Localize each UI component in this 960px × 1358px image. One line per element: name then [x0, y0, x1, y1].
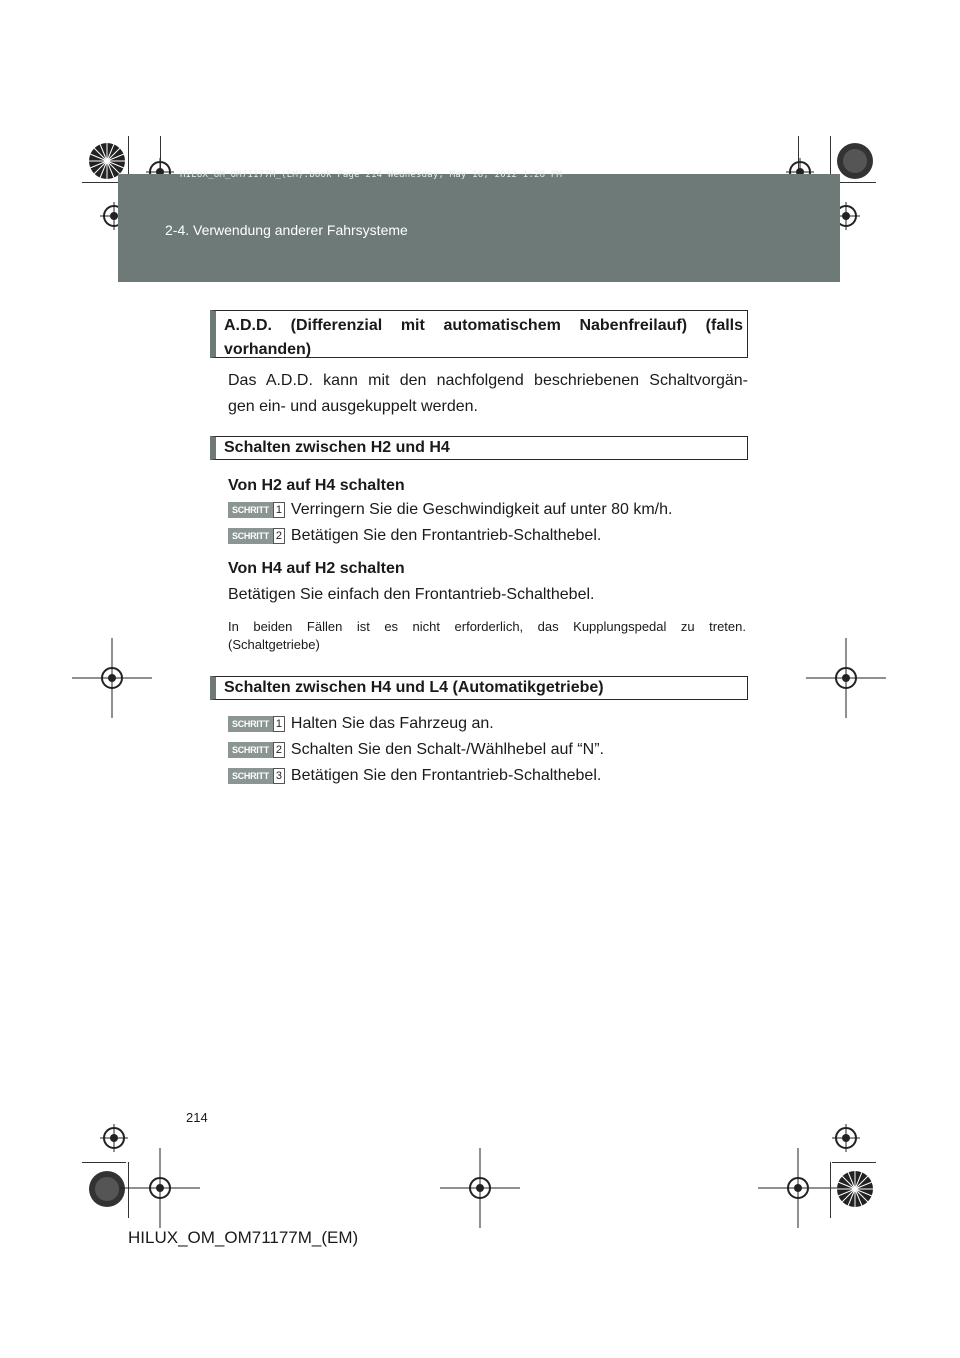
crosshair-mark-icon: [72, 638, 152, 718]
step-row: [228, 714, 494, 734]
step-badge: SCHRITT 2: [228, 742, 285, 758]
registration-starburst-icon: [836, 1170, 874, 1208]
add-body-line: gen ein- und ausgekuppelt werden.: [228, 398, 478, 415]
h2h4-text2: Betätigen Sie einfach den Frontantrieb-Schalthebel.: [228, 586, 595, 603]
step-row: [228, 500, 672, 520]
crosshair-mark-icon: [758, 1148, 838, 1228]
crosshair-mark-icon: [806, 638, 886, 718]
registration-starburst-icon: [836, 142, 874, 180]
add-body-line: Das A.D.D. kann mit den nachfolgend beschriebenen Schaltvorgän-: [228, 372, 748, 389]
step-text: Betätigen Sie den Frontantrieb-Schalthebel.: [290, 527, 602, 544]
h2h4-sub1: Von H2 auf H4 schalten: [228, 477, 405, 494]
section-label: 2-4. Verwendung anderer Fahrsysteme: [165, 222, 408, 238]
add-heading: A.D.D. (Differenzial mit automatischem Nabenfreilauf) (falls vorhanden): [210, 310, 748, 358]
footer-doc-id: HILUX_OM_OM71177M_(EM): [128, 1228, 359, 1247]
note-line: In beiden Fällen ist es nicht erforderlich, das Kupplungspedal zu treten.: [228, 619, 746, 634]
step-text: Betätigen Sie den Frontantrieb-Schalthebel.: [290, 767, 602, 784]
step-text: Verringern Sie die Geschwindigkeit auf unter 80 km/h.: [290, 501, 673, 518]
add-body: [228, 368, 748, 420]
step-badge: SCHRITT 2: [228, 528, 285, 544]
step-text: Schalten Sie den Schalt-/Wählhebel auf “N”.: [290, 741, 604, 758]
crosshair-mark-icon: [440, 1148, 520, 1228]
h2h4-heading: Schalten zwischen H2 und H4: [210, 436, 748, 460]
note-line: (Schaltgetriebe): [228, 637, 320, 652]
step-badge: SCHRITT 1: [228, 502, 285, 518]
page-number: 214: [186, 1110, 208, 1125]
h2h4-sub2: Von H4 auf H2 schalten: [228, 560, 405, 577]
h2h4-note: [228, 618, 746, 654]
step-row: [228, 740, 604, 760]
h4l4-heading: Schalten zwischen H4 und L4 (Automatikgetriebe): [210, 676, 748, 700]
crop-line: [832, 1162, 876, 1163]
step-badge: SCHRITT 1: [228, 716, 285, 732]
step-row: [228, 526, 601, 546]
step-text: Halten Sie das Fahrzeug an.: [290, 715, 494, 732]
book-meta: HILUX_OM_OM71177M_(EM).book Page 214 Wednesday, May 16, 2012 1:28 PM: [180, 170, 563, 180]
crosshair-mark-icon: [120, 1148, 200, 1228]
step-row: [228, 766, 601, 786]
step-badge: SCHRITT 3: [228, 768, 285, 784]
